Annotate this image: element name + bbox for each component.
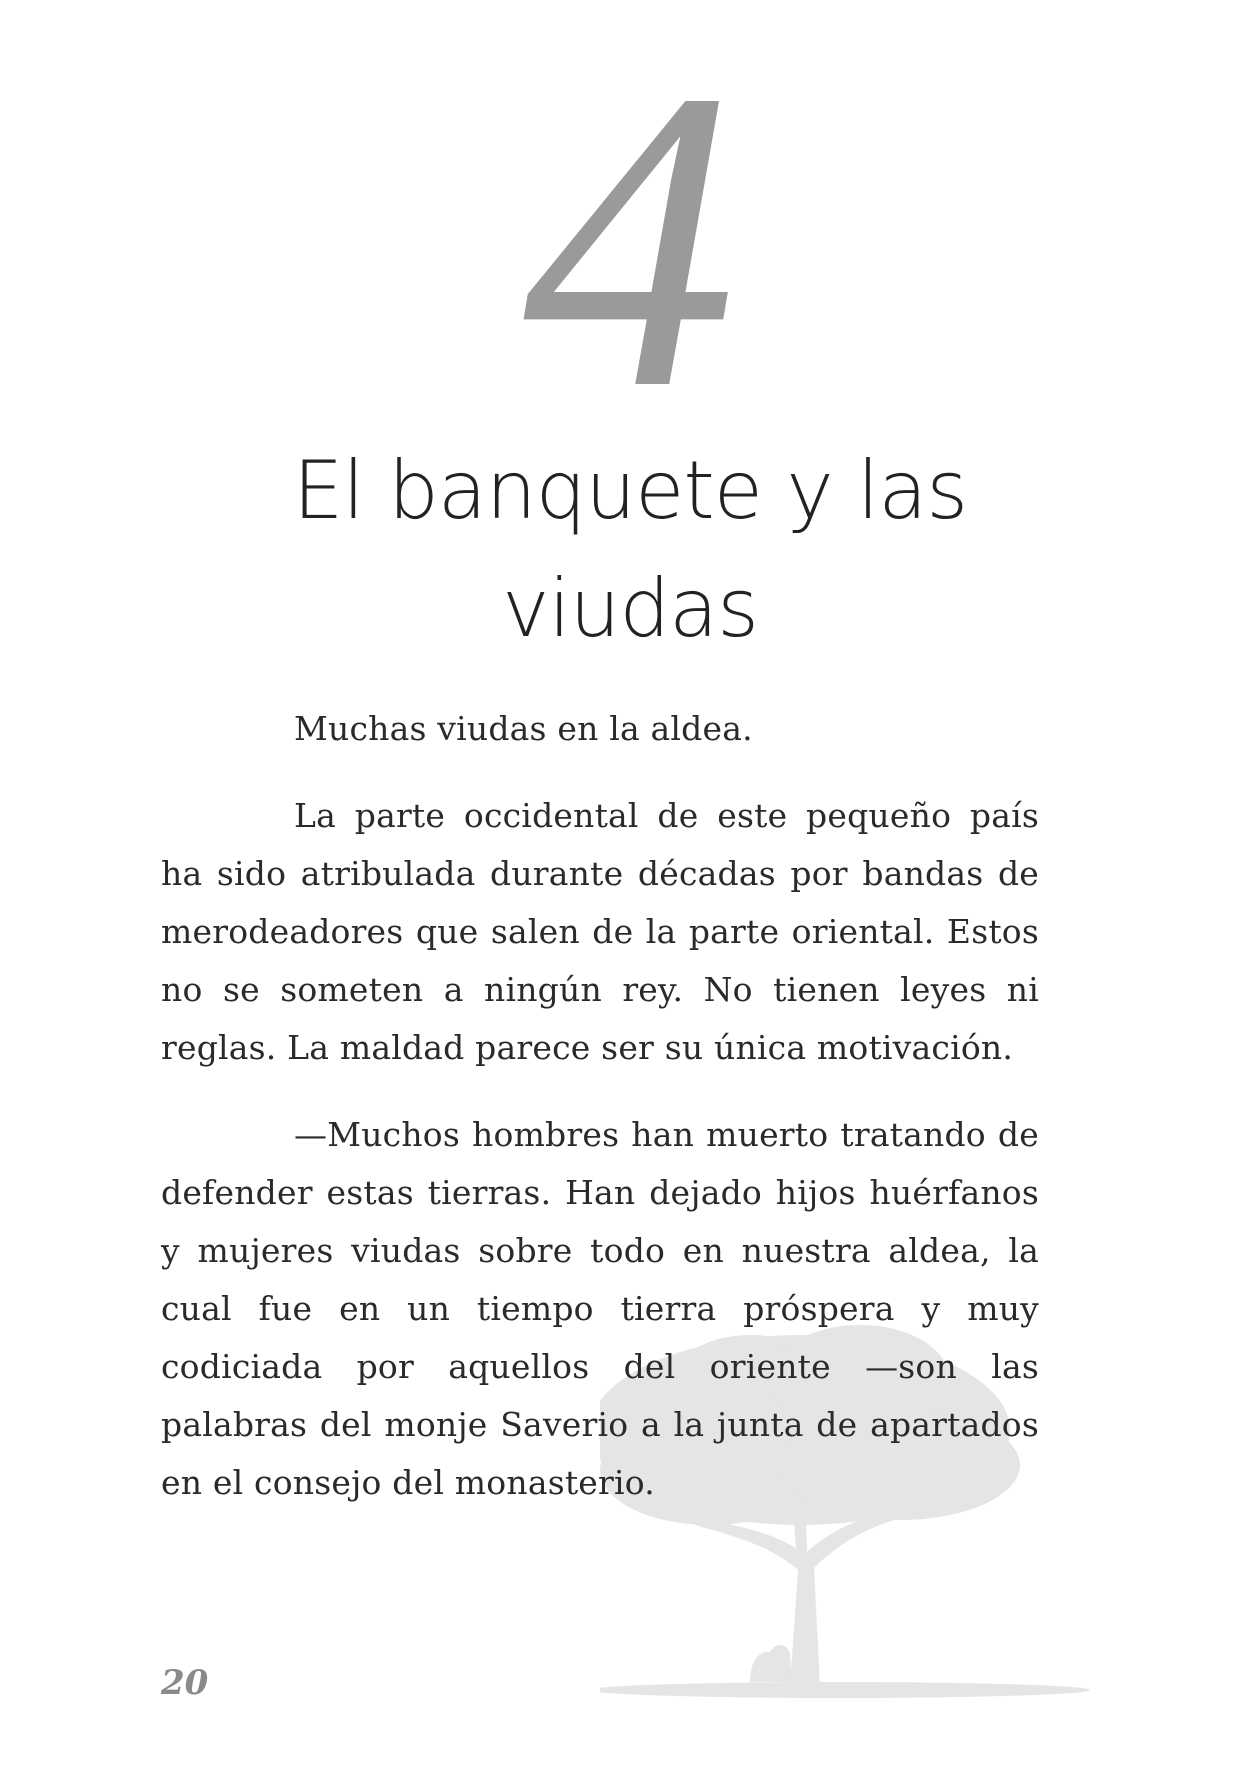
- page-number: 20: [161, 1663, 209, 1703]
- chapter-title-line-1: El banquete y las: [292, 444, 968, 537]
- chapter-title: [0, 432, 1260, 668]
- paragraph-1: Muchas viudas en la aldea.: [294, 709, 753, 748]
- paragraph-2: La parte occidental de este pequeño país ha sido atribulada durante décadas por bandas de merodeadores que salen de la parte oriental. Estos no se someten a ningún rey. No tienen leyes ni reglas. La maldad parece ser su única motivación.: [161, 796, 1039, 1067]
- chapter-number: 4: [522, 2, 738, 478]
- paragraph-3: —Muchos hombres han muerto tratando de defender estas tierras. Han dejado hijos huérfanos y mujeres viudas sobre todo en nuestra aldea, la cual fue en un tiempo tierra próspera y muy codiciada por aquellos del oriente —son las palabras del monje Saverio a la junta de apartados en el consejo del monasterio.: [161, 1115, 1039, 1502]
- chapter-title-line-2: viudas: [502, 562, 758, 655]
- body-text: [161, 700, 1039, 1541]
